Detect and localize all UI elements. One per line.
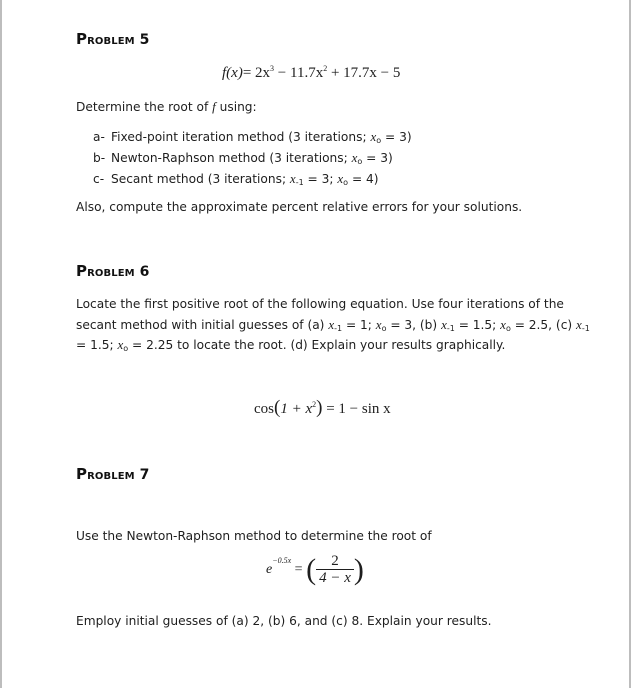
problem-5-equation xyxy=(222,65,400,82)
equation-exponent: 2 xyxy=(323,64,328,73)
problem-6-line-1: Locate the first positive root of the following equation. Use four iterations of the xyxy=(76,297,564,311)
intro-suffix: using: xyxy=(215,100,257,114)
problem-7-intro: Use the Newton-Raphson method to determine the root of xyxy=(76,529,432,543)
heading-initial: P xyxy=(76,465,88,483)
problem-7-heading xyxy=(76,465,150,483)
text: secant method with initial guesses of (a) xyxy=(76,318,329,332)
intro-var: f xyxy=(212,99,216,114)
text: = 3, (b) xyxy=(386,318,442,332)
item-val: = 4) xyxy=(348,172,379,186)
var: x xyxy=(375,317,382,332)
sub: o xyxy=(381,324,387,333)
item-sub: o xyxy=(357,157,363,166)
item-sub: -1 xyxy=(295,178,304,187)
text: = 2.25 to locate the root. (d) Explain your results graphically. xyxy=(128,338,506,352)
text: = 2.5, (c) xyxy=(510,318,577,332)
heading-rest: roblem 7 xyxy=(87,467,150,483)
problem-6-heading xyxy=(76,262,150,280)
heading-initial: P xyxy=(76,262,88,280)
heading-rest: roblem 6 xyxy=(87,264,150,280)
sub: -1 xyxy=(446,324,455,333)
equation-term: − 11.7x xyxy=(274,65,324,81)
problem-5-item-a xyxy=(93,129,412,145)
equation-lhs: f(x) xyxy=(222,65,243,81)
problem-7-equation xyxy=(266,553,364,587)
problem-7-guesses: Employ initial guesses of (a) 2, (b) 6, and (c) 8. Explain your results. xyxy=(76,614,492,628)
item-val: = 3) xyxy=(362,151,393,165)
equation-rhs: = 1 − sin x xyxy=(322,401,391,417)
problem-5-item-b xyxy=(93,150,393,166)
text: = 1; xyxy=(342,318,376,332)
fraction xyxy=(316,553,354,587)
intro-text: Determine the root of xyxy=(76,100,213,114)
problem-6-line-3 xyxy=(76,337,505,353)
var: x xyxy=(117,337,124,352)
item-var: x xyxy=(351,150,358,165)
equation-exponent: 2 xyxy=(312,400,317,409)
exp-power: −0.5x xyxy=(272,556,292,566)
equation-inner: 1 + x xyxy=(280,401,313,417)
problem-5-errors: Also, compute the approximate percent relative errors for your solutions. xyxy=(76,200,523,214)
item-var: x xyxy=(370,129,377,144)
sub: -1 xyxy=(334,324,343,333)
item-marker: c- xyxy=(93,172,105,186)
item-var: x xyxy=(289,171,296,186)
exp-base: e xyxy=(266,562,273,577)
text: = 1.5; xyxy=(454,318,501,332)
numerator: 2 xyxy=(316,553,354,570)
item-text: Newton-Raphson method (3 iterations; xyxy=(111,151,352,165)
paren-close: ) xyxy=(316,397,323,418)
problem-6-equation xyxy=(254,397,391,419)
text: = 1.5; xyxy=(76,338,118,352)
denominator: 4 − x xyxy=(319,570,351,586)
paren-open: ( xyxy=(274,397,281,418)
heading-initial: P xyxy=(76,30,88,48)
sub: o xyxy=(505,324,511,333)
item-val: = 3; xyxy=(303,172,338,186)
var: x xyxy=(441,317,447,332)
cos-label: cos xyxy=(254,401,274,417)
paren-close: ) xyxy=(353,553,364,586)
item-text: Fixed-point iteration method (3 iterations; xyxy=(111,130,371,144)
var: x xyxy=(500,317,506,332)
equals-sign: = xyxy=(294,562,303,577)
var: x xyxy=(576,317,582,332)
problem-5-intro xyxy=(76,99,257,115)
var: x xyxy=(328,317,335,332)
item-sub: o xyxy=(376,136,382,145)
problem-6-line-2 xyxy=(76,317,590,333)
problem-5-heading xyxy=(76,30,150,48)
item-var: x xyxy=(337,171,344,186)
heading-rest: roblem 5 xyxy=(87,32,150,48)
sub: -1 xyxy=(581,324,590,333)
item-marker: a- xyxy=(93,130,105,144)
sub: o xyxy=(123,344,129,353)
item-text: Secant method (3 iterations; xyxy=(111,172,290,186)
paren-open: ( xyxy=(306,553,317,586)
equation-term: = 2x xyxy=(242,65,271,81)
equation-exponent: 3 xyxy=(270,64,275,73)
item-marker: b- xyxy=(93,151,106,165)
equation-term: + 17.7x − 5 xyxy=(327,65,401,81)
item-sub: o xyxy=(343,178,349,187)
problem-5-item-c xyxy=(93,171,379,187)
item-val: = 3) xyxy=(381,130,412,144)
